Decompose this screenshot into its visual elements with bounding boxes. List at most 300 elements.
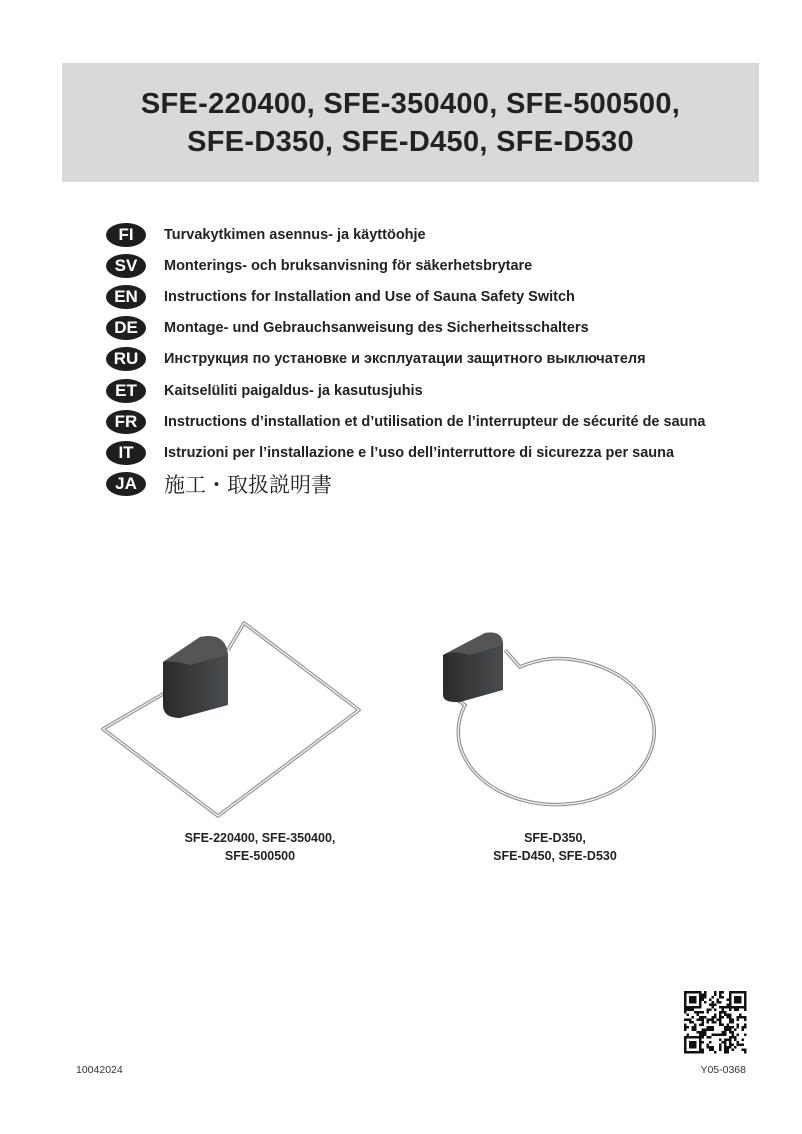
qr-module [724, 1031, 727, 1034]
qr-module [714, 1034, 717, 1037]
qr-module [719, 994, 722, 997]
qr-module [727, 1024, 730, 1027]
qr-module [744, 1006, 747, 1009]
qr-module [727, 1039, 730, 1042]
qr-module [739, 1014, 742, 1017]
qr-module [697, 1011, 700, 1014]
qr-module [704, 991, 707, 994]
qr-module [684, 1011, 687, 1014]
qr-module [684, 1041, 687, 1044]
qr-module [684, 1029, 687, 1032]
qr-module [744, 999, 747, 1002]
qr-module [702, 1031, 705, 1034]
qr-module [742, 1029, 745, 1032]
qr-module [744, 996, 747, 999]
qr-module [722, 1031, 725, 1034]
qr-module [694, 1046, 697, 1049]
qr-module [734, 999, 737, 1002]
qr-module [709, 999, 712, 1002]
qr-module [694, 1011, 697, 1014]
qr-module [719, 1016, 722, 1019]
qr-module [684, 1019, 687, 1022]
qr-module [729, 1006, 732, 1009]
qr-module [692, 1021, 695, 1024]
qr-module [732, 1026, 735, 1029]
qr-module [702, 1019, 705, 1022]
qr-module [694, 1001, 697, 1004]
qr-module [734, 996, 737, 999]
qr-module [697, 1051, 700, 1054]
qr-module [692, 1046, 695, 1049]
qr-module [694, 1041, 697, 1044]
qr-module [722, 1009, 725, 1012]
qr-module [724, 1014, 727, 1017]
qr-module [722, 1034, 725, 1037]
qr-module [727, 999, 730, 1002]
qr-module [729, 1036, 732, 1039]
qr-module [734, 1046, 737, 1049]
qr-module [699, 1024, 702, 1027]
qr-module [739, 1016, 742, 1019]
qr-module [694, 991, 697, 994]
qr-module [699, 999, 702, 1002]
qr-module [732, 1006, 735, 1009]
qr-module [714, 1051, 717, 1054]
qr-module [719, 991, 722, 994]
caption-line: SFE-500500 [224, 849, 296, 863]
qr-module [744, 991, 747, 994]
qr-module [729, 1041, 732, 1044]
qr-module [719, 1011, 722, 1014]
qr-module [727, 1004, 730, 1007]
qr-module [722, 1016, 725, 1019]
qr-module [737, 1024, 740, 1027]
qr-module [707, 1021, 710, 1024]
qr-module [719, 1044, 722, 1047]
qr-module [727, 1016, 730, 1019]
qr-module [699, 1039, 702, 1042]
qr-module [709, 1026, 712, 1029]
qr-module [697, 1031, 700, 1034]
qr-module [724, 1051, 727, 1054]
qr-module [737, 1026, 740, 1029]
language-title: Monterings- och bruksanvisning för säkerhetsbrytare [164, 257, 533, 274]
qr-module [702, 999, 705, 1002]
qr-module [744, 1024, 747, 1027]
square-sensor-loop [103, 623, 359, 816]
qr-module [707, 1046, 710, 1049]
qr-module [717, 1019, 720, 1022]
qr-module [727, 1049, 730, 1052]
qr-module [742, 1006, 745, 1009]
qr-module [742, 991, 745, 994]
qr-module [722, 1011, 725, 1014]
qr-module [684, 1026, 687, 1029]
qr-module [702, 1029, 705, 1032]
qr-module [724, 1041, 727, 1044]
qr-module [687, 1051, 690, 1054]
qr-module [727, 1006, 730, 1009]
qr-module [689, 1046, 692, 1049]
qr-module [712, 996, 715, 999]
qr-module [729, 1001, 732, 1004]
qr-module [689, 1044, 692, 1047]
language-badge: RU [106, 347, 146, 371]
qr-module [702, 1051, 705, 1054]
qr-module [744, 1034, 747, 1037]
qr-code [684, 991, 747, 1054]
qr-module [697, 1019, 700, 1022]
qr-module [719, 1039, 722, 1042]
qr-module [729, 1004, 732, 1007]
qr-module [704, 1016, 707, 1019]
qr-module [692, 999, 695, 1002]
qr-module [707, 1044, 710, 1047]
qr-module [684, 1039, 687, 1042]
qr-module [729, 996, 732, 999]
qr-module [737, 1001, 740, 1004]
qr-module [702, 1034, 705, 1037]
qr-module [737, 991, 740, 994]
language-title: Instructions d’installation et d’utilisation de l’interrupteur de sécurité de sauna [164, 413, 706, 430]
language-badge: SV [106, 254, 146, 278]
qr-module [729, 1046, 732, 1049]
qr-module [699, 1031, 702, 1034]
qr-module [744, 1004, 747, 1007]
qr-module [744, 1026, 747, 1029]
qr-module [704, 1029, 707, 1032]
qr-module [692, 1044, 695, 1047]
qr-module [692, 1029, 695, 1032]
qr-module [697, 1036, 700, 1039]
qr-module [724, 1029, 727, 1032]
qr-module [687, 1014, 690, 1017]
qr-module [737, 1016, 740, 1019]
qr-module [712, 1019, 715, 1022]
title-line-1: SFE-220400, SFE-350400, SFE-500500, [140, 87, 681, 120]
qr-module [744, 1019, 747, 1022]
qr-module [692, 1001, 695, 1004]
qr-module [684, 1044, 687, 1047]
qr-module [694, 999, 697, 1002]
qr-module [704, 1034, 707, 1037]
qr-module [689, 1041, 692, 1044]
qr-module [699, 1016, 702, 1019]
qr-module [732, 1021, 735, 1024]
qr-module [684, 991, 687, 994]
qr-module [744, 1051, 747, 1054]
qr-module [692, 1051, 695, 1054]
qr-module [699, 1046, 702, 1049]
qr-module [707, 1009, 710, 1012]
qr-module [707, 1019, 710, 1022]
qr-module [732, 1036, 735, 1039]
qr-module [742, 1026, 745, 1029]
qr-module [694, 1006, 697, 1009]
caption-line: SFE-D450, SFE-D530 [493, 849, 617, 863]
qr-module [697, 1014, 700, 1017]
qr-module [709, 1004, 712, 1007]
switch-box-right [443, 633, 503, 703]
qr-module [737, 996, 740, 999]
qr-module [704, 996, 707, 999]
qr-module [742, 1016, 745, 1019]
qr-module [699, 1041, 702, 1044]
qr-module [689, 996, 692, 999]
qr-module [687, 991, 690, 994]
language-title: Montage- und Gebrauchsanweisung des Sicherheitsschalters [164, 320, 589, 337]
qr-module [684, 1001, 687, 1004]
qr-module [729, 1016, 732, 1019]
qr-module [729, 1021, 732, 1024]
qr-module [689, 1021, 692, 1024]
qr-module [744, 1009, 747, 1012]
qr-module [709, 1049, 712, 1052]
qr-module [704, 994, 707, 997]
qr-module [724, 1039, 727, 1042]
qr-module [702, 1024, 705, 1027]
qr-module [729, 999, 732, 1002]
qr-module [692, 1026, 695, 1029]
qr-module [694, 1026, 697, 1029]
qr-module [712, 1006, 715, 1009]
qr-module [684, 994, 687, 997]
qr-module [729, 994, 732, 997]
qr-module [734, 1006, 737, 1009]
qr-module [702, 1021, 705, 1024]
qr-module [744, 1049, 747, 1052]
qr-module [719, 1046, 722, 1049]
qr-module [732, 1044, 735, 1047]
qr-module [709, 1036, 712, 1039]
qr-module [742, 1039, 745, 1042]
qr-module [727, 1029, 730, 1032]
qr-module [699, 1001, 702, 1004]
qr-module [699, 1006, 702, 1009]
qr-module [732, 1031, 735, 1034]
qr-module [709, 1046, 712, 1049]
qr-module [737, 1034, 740, 1037]
qr-module [729, 1039, 732, 1042]
qr-module [699, 1034, 702, 1037]
qr-module [684, 1006, 687, 1009]
qr-module [724, 1026, 727, 1029]
qr-module [732, 1049, 735, 1052]
qr-module [714, 1014, 717, 1017]
language-title: Turvakytkimen asennus- ja käyttöohje [164, 226, 426, 243]
qr-module [712, 1026, 715, 1029]
qr-module [689, 1019, 692, 1022]
qr-module [732, 1034, 735, 1037]
qr-module [702, 1016, 705, 1019]
qr-module [724, 1006, 727, 1009]
qr-module [697, 1006, 700, 1009]
qr-module [744, 994, 747, 997]
qr-module [699, 994, 702, 997]
qr-module [724, 1049, 727, 1052]
qr-module [732, 991, 735, 994]
caption-line: SFE-220400, SFE-350400, [184, 831, 336, 845]
qr-module [702, 1011, 705, 1014]
qr-module [712, 1049, 715, 1052]
qr-module [719, 1014, 722, 1017]
qr-module [697, 991, 700, 994]
qr-module [714, 1009, 717, 1012]
qr-module [707, 1036, 710, 1039]
qr-module [702, 1049, 705, 1052]
qr-module [687, 1009, 690, 1012]
qr-module [707, 1029, 710, 1032]
qr-module [699, 1049, 702, 1052]
qr-module [692, 996, 695, 999]
caption-round-models [470, 829, 640, 865]
qr-module [737, 1041, 740, 1044]
qr-module [687, 1026, 690, 1029]
qr-module [727, 1046, 730, 1049]
qr-module [712, 1046, 715, 1049]
qr-module [687, 1034, 690, 1037]
qr-module [729, 1031, 732, 1034]
qr-module [722, 996, 725, 999]
qr-module [742, 1044, 745, 1047]
qr-module [684, 1004, 687, 1007]
qr-module [722, 1006, 725, 1009]
qr-module [714, 994, 717, 997]
qr-module [704, 1031, 707, 1034]
qr-module [709, 1019, 712, 1022]
qr-module [689, 1006, 692, 1009]
qr-module [684, 1049, 687, 1052]
qr-module [724, 1046, 727, 1049]
qr-module [739, 999, 742, 1002]
title-line-2: SFE-D350, SFE-D450, SFE-D530 [187, 125, 634, 158]
language-badge: IT [106, 441, 146, 465]
qr-module [709, 1009, 712, 1012]
qr-module [689, 1009, 692, 1012]
qr-module [699, 1036, 702, 1039]
qr-module [689, 999, 692, 1002]
qr-module [689, 1051, 692, 1054]
qr-module [687, 1019, 690, 1022]
qr-module [712, 1001, 715, 1004]
qr-module [719, 1021, 722, 1024]
qr-module [712, 1016, 715, 1019]
language-title: Инструкция по установке и эксплуатации защитного выключателя [164, 351, 646, 368]
qr-module [692, 1041, 695, 1044]
qr-module [739, 1044, 742, 1047]
qr-module [719, 1006, 722, 1009]
qr-module [724, 1034, 727, 1037]
qr-module [694, 1024, 697, 1027]
qr-module [714, 991, 717, 994]
language-badge: ET [106, 379, 146, 403]
qr-module [719, 996, 722, 999]
language-badge: DE [106, 316, 146, 340]
qr-module [709, 1029, 712, 1032]
qr-module [719, 1024, 722, 1027]
document-code: Y05-0368 [700, 1064, 746, 1076]
qr-module [729, 1019, 732, 1022]
date-code: 10042024 [76, 1064, 123, 1076]
caption-line: SFE-D350, [524, 831, 586, 845]
qr-module [722, 1024, 725, 1027]
qr-module [699, 1004, 702, 1007]
qr-module [737, 1006, 740, 1009]
qr-module [712, 1034, 715, 1037]
qr-module [719, 1049, 722, 1052]
language-badge: JA [106, 472, 146, 496]
qr-module [687, 1036, 690, 1039]
qr-module [687, 1006, 690, 1009]
qr-module [684, 999, 687, 1002]
qr-module [692, 1036, 695, 1039]
qr-module [727, 1051, 730, 1054]
qr-module [739, 1006, 742, 1009]
qr-module [719, 1034, 722, 1037]
qr-module [744, 1001, 747, 1004]
qr-module [712, 1029, 715, 1032]
qr-module [699, 1011, 702, 1014]
qr-module [694, 1044, 697, 1047]
qr-module [737, 1044, 740, 1047]
qr-module [712, 1004, 715, 1007]
qr-module [739, 991, 742, 994]
qr-module [734, 1009, 737, 1012]
qr-module [712, 1021, 715, 1024]
qr-module [684, 1009, 687, 1012]
qr-module [727, 1026, 730, 1029]
qr-module [702, 1041, 705, 1044]
qr-module [729, 1044, 732, 1047]
qr-module [737, 1019, 740, 1022]
qr-module [729, 1009, 732, 1012]
qr-module [722, 991, 725, 994]
qr-module [702, 996, 705, 999]
qr-module [722, 1041, 725, 1044]
qr-module [694, 1029, 697, 1032]
qr-module [714, 1004, 717, 1007]
qr-module [739, 1001, 742, 1004]
qr-module [729, 1026, 732, 1029]
qr-module [689, 1036, 692, 1039]
language-title: 施工・取扱説明書 [164, 474, 332, 498]
qr-module [744, 1016, 747, 1019]
qr-module [692, 1009, 695, 1012]
language-title: Istruzioni per l’installazione e l’uso dell’interruttore di sicurezza per sauna [164, 444, 675, 461]
qr-module [729, 1014, 732, 1017]
qr-module [719, 1019, 722, 1022]
qr-module [732, 1019, 735, 1022]
qr-module [707, 1026, 710, 1029]
qr-module [684, 1046, 687, 1049]
qr-module [694, 996, 697, 999]
qr-module [699, 1051, 702, 1054]
qr-module [684, 1024, 687, 1027]
qr-module [699, 1019, 702, 1022]
language-title: Instructions for Installation and Use of Sauna Safety Switch [164, 288, 575, 305]
qr-module [699, 991, 702, 994]
qr-module [689, 991, 692, 994]
qr-module [709, 1041, 712, 1044]
qr-module [734, 1039, 737, 1042]
qr-module [692, 1016, 695, 1019]
qr-module [704, 1001, 707, 1004]
qr-module [719, 1001, 722, 1004]
qr-module [694, 1036, 697, 1039]
qr-module [684, 996, 687, 999]
qr-module [737, 999, 740, 1002]
qr-module [702, 1036, 705, 1039]
